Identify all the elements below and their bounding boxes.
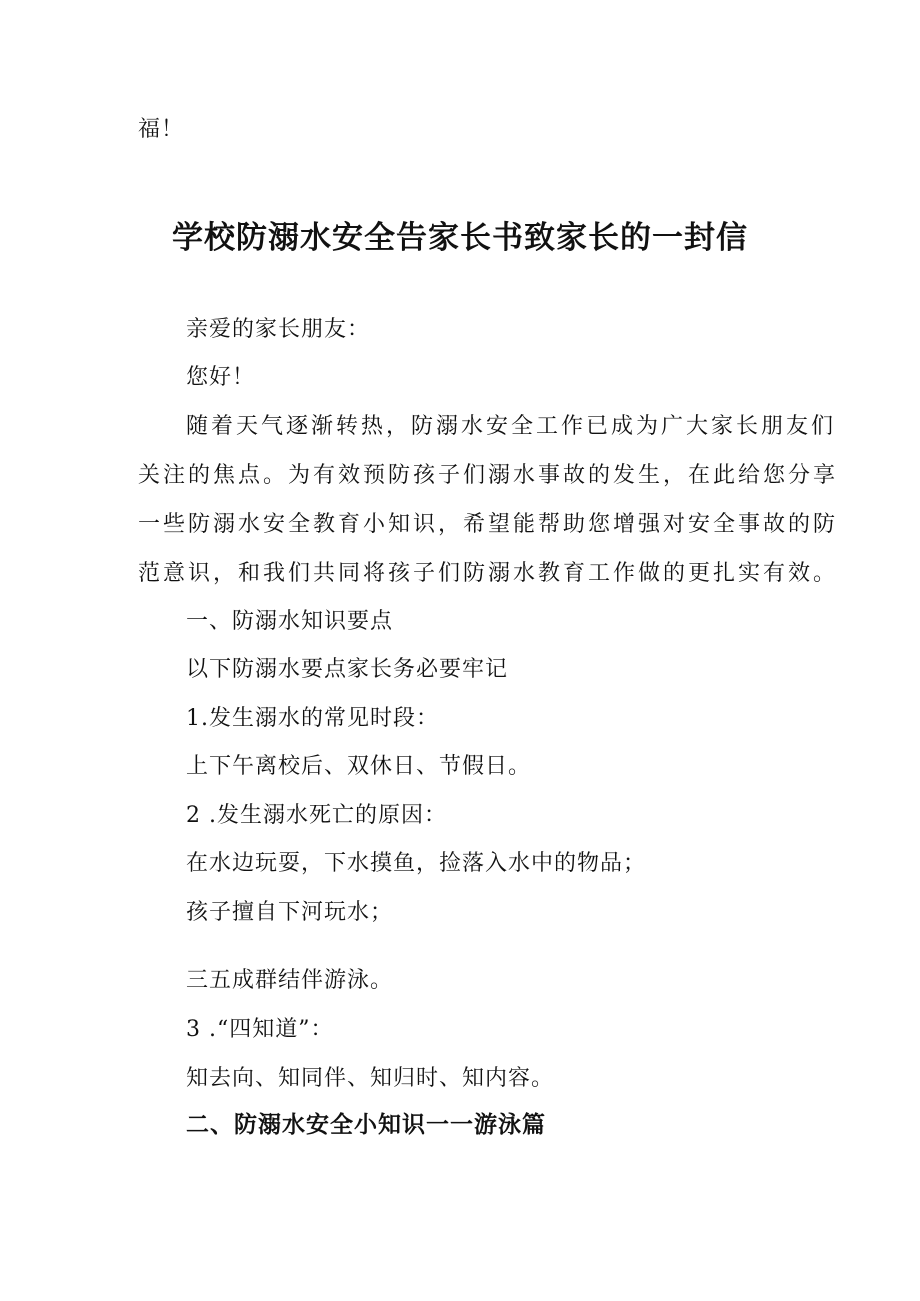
item1-title: 1.发生溺水的常见时段： (186, 706, 439, 731)
item2-text-1: 在水边玩耍，下水摸鱼，捡落入水中的物品； (186, 851, 647, 876)
intro-line-3: 一些防溺水安全教育小知识，希望能帮助您增强对安全事故的防 (138, 512, 839, 537)
page-title: 学校防溺水安全告家长书致家长的一封信 (172, 220, 748, 256)
item3-title: 3 .“四知道”： (186, 1017, 334, 1042)
item2-text-3: 三五成群结伴游泳。 (186, 968, 394, 993)
item3-text: 知去向、知同伴、知归时、知内容。 (186, 1066, 555, 1091)
hello: 您好！ (186, 365, 256, 390)
greeting: 亲爱的家长朋友： (186, 317, 371, 342)
item1-text: 上下午离校后、双休日、节假日。 (186, 754, 532, 779)
section2-heading: 二、防溺水安全小知识一一游泳篇 (186, 1112, 546, 1138)
intro-line-4: 范意识，和我们共同将孩子们防溺水教育工作做的更扎实有效。 (138, 561, 839, 586)
section1-lead: 以下防溺水要点家长务必要牢记 (186, 657, 509, 682)
section1-heading: 一、防溺水知识要点 (186, 609, 394, 634)
item2-text-2: 孩子擅自下河玩水； (186, 900, 394, 925)
intro-line-2: 关注的焦点。为有效预防孩子们溺水事故的发生，在此给您分享 (138, 463, 839, 488)
item2-title: 2 .发生溺水死亡的原因： (186, 803, 447, 828)
carryover-text: 福！ (138, 117, 185, 142)
intro-line-1: 随着天气逐渐转热，防溺水安全工作已成为广大家长朋友们 (186, 414, 837, 439)
